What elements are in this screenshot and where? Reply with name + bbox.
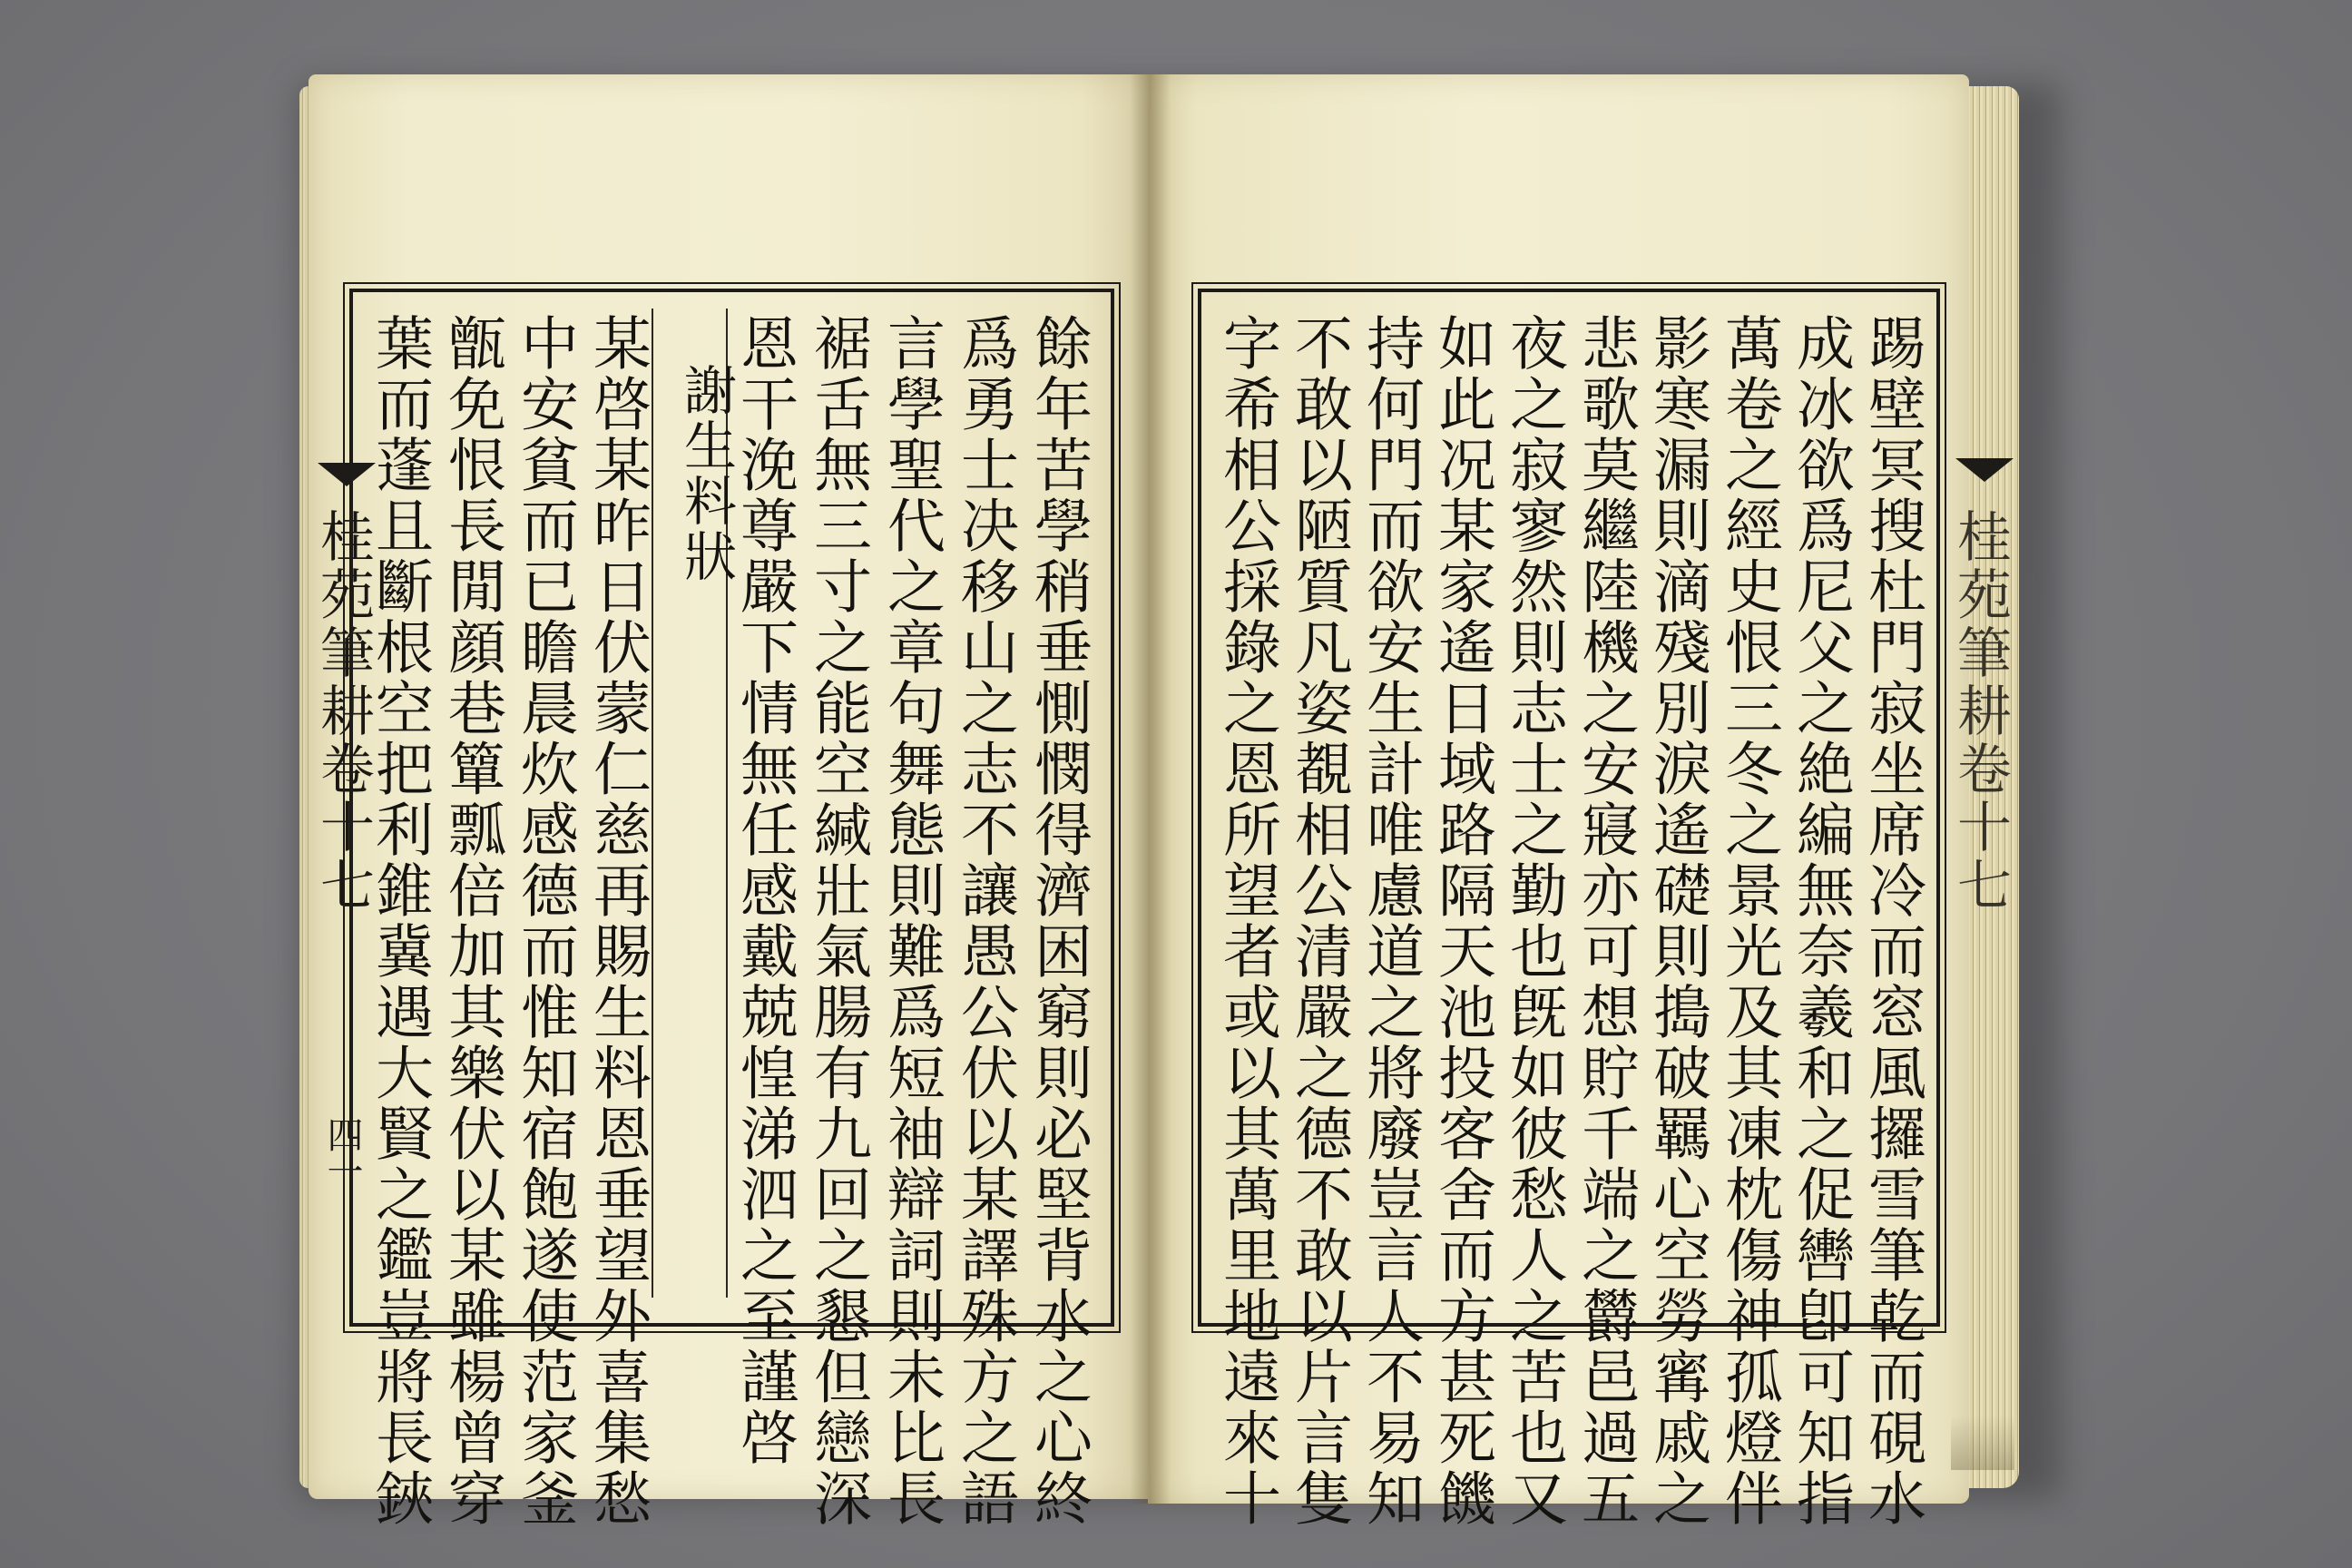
- right-column-2: 成冰欲爲尼父之絶編無奈羲和之促轡卽可知指: [1787, 313, 1854, 1529]
- left-column-5: 恩干浼尊嚴下情無任感戴兢惶涕泗之至謹啓: [730, 313, 798, 1468]
- right-column-4: 影寒漏則滴殘別淚遙礎則搗破羈心空勞寗戚之: [1643, 313, 1710, 1529]
- left-column-4: 裾舌無三寸之能空緘壯氣腸有九回之懇但戀深: [804, 313, 871, 1529]
- right-fishtail-mark: [1955, 458, 2014, 482]
- left-column-8: 中安貧而已瞻晨炊感德而惟知宿飽遂使范家釜: [511, 313, 578, 1529]
- right-column-8: 持何門而欲安生計唯慮道之將廢豈言人不易知: [1357, 313, 1424, 1529]
- right-column-5: 悲歌莫繼陸機之安寢亦可想貯千端之欝邑過五: [1572, 313, 1639, 1529]
- page-edge-shadow: [1951, 1416, 2014, 1470]
- left-margin-title: 桂苑筆耕卷十七: [311, 508, 375, 915]
- right-column-6: 夜之寂寥然則志士之勤也旣如彼愁人之苦也又: [1500, 313, 1567, 1529]
- right-column-3: 萬卷之經史恨三冬之景光及其凍枕傷神孤燈伴: [1715, 313, 1782, 1529]
- right-margin-title: 桂苑筆耕卷十七: [1948, 508, 2012, 915]
- left-page-number: 四一: [321, 1116, 363, 1189]
- right-column-10: 字希相公採錄之恩所望者或以其萬里地遠來十: [1213, 313, 1280, 1529]
- left-column-3: 言學聖代之章句舞態則難爲短袖辯詞則未比長: [877, 313, 945, 1529]
- right-column-7: 如此况某家遙日域路隔天池投客舍而方甚死饑: [1428, 313, 1495, 1529]
- left-column-2: 爲勇士决移山之志不讓愚公伏以某譯殊方之語: [951, 313, 1018, 1529]
- section-heading: 謝生料狀: [675, 363, 737, 584]
- left-column-9: 甑免恨長閒顔巷簞瓢倍加其樂伏以某雖楊曾穿: [438, 313, 505, 1529]
- book-gutter: [1130, 74, 1171, 1504]
- left-column-1: 餘年苦學稍垂惻憫得濟困窮則必堅背水之心終: [1024, 313, 1092, 1529]
- right-column-9: 不敢以陋質凡姿覩相公清嚴之德不敢以片言隻: [1285, 313, 1352, 1529]
- left-column-7: 某啓某昨日伏蒙仁慈再賜生料恩垂望外喜集愁: [583, 313, 651, 1529]
- right-column-1: 踢壁冥搜杜門寂坐席冷而窓風攞雪筆乾而硯水: [1858, 313, 1926, 1529]
- left-column-10: 葉而蓬且斷根空把利錐冀遇大賢之鑑豈將長鋏: [366, 313, 433, 1529]
